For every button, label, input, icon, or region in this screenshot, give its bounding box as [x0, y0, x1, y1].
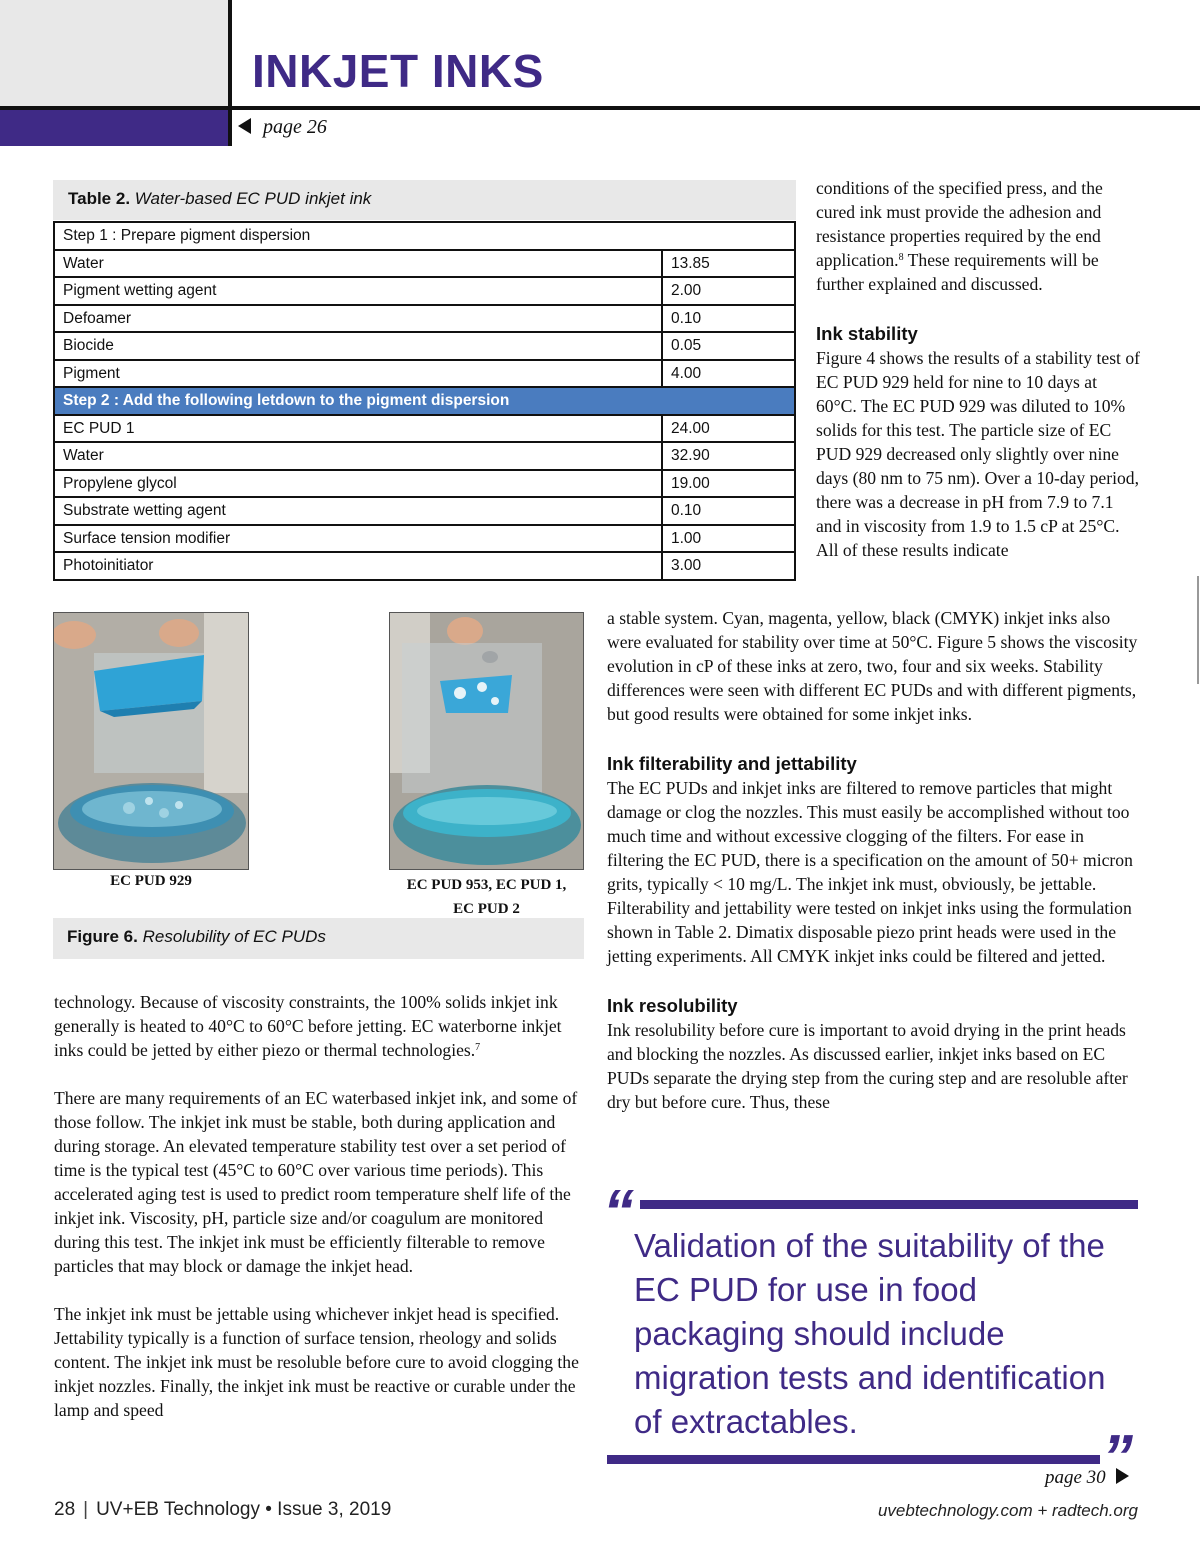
header-grey-block — [0, 0, 228, 108]
table-cell-name: Photoinitiator — [54, 552, 662, 580]
table-cell-name: Propylene glycol — [54, 470, 662, 498]
table-cell-value: 13.85 — [662, 250, 795, 278]
table-cell-name: Defoamer — [54, 305, 662, 333]
body-paragraph: a stable system. Cyan, magenta, yellow, black (CMYK) inkjet inks also were evaluated for stability over time at 50°C. Figure 5 shows the viscosity evolution in cP of these inks at zero, two, four and six weeks. Stability differences were seen with different EC PUDs and with different pigments, but good results were obtained for some inkjet inks. — [607, 608, 1138, 724]
body-paragraph — [54, 990, 584, 1062]
continued-from-link[interactable] — [238, 116, 327, 139]
figure-caption — [53, 918, 584, 959]
table-cell-value: 3.00 — [662, 552, 795, 580]
table-cell-value: 19.00 — [662, 470, 795, 498]
footer-publication — [54, 1499, 391, 1521]
body-paragraph: Ink resolubility before cure is important to avoid drying in the print heads and blocking the nozzles. As discussed earlier, inkjet inks based on EC PUDs separate the drying step from the curing step and are resoluble after dry but before cure. Thus, these — [607, 1020, 1128, 1112]
table-cell-value: 32.90 — [662, 442, 795, 470]
table-cell-name: Pigment — [54, 360, 662, 388]
table-cell-name: Biocide — [54, 332, 662, 360]
pull-quote-top-rule — [640, 1200, 1138, 1209]
table-row — [54, 497, 795, 525]
header-purple-block — [0, 110, 228, 146]
photo2-label-line1: EC PUD 953, EC PUD 1, — [406, 877, 567, 893]
ink-formulation-table — [53, 221, 796, 581]
left-column-text — [54, 990, 584, 1422]
body-paragraph: The inkjet ink must be jettable using whichever inkjet head is specified. Jettability typically is a function of surface tension, rheology and solids content. The inkjet ink must be resoluble before cure to avoid clogging the inkjet nozzles. Finally, the inkjet ink must be reactive or curable under the lamp and speed — [54, 1304, 579, 1420]
table-row — [54, 332, 795, 360]
table-step-row — [54, 222, 795, 250]
section-heading-stability: Ink stability — [816, 323, 918, 344]
body-paragraph — [816, 176, 1140, 296]
page-number: 28 — [54, 1499, 76, 1520]
table-row — [54, 250, 795, 278]
right-column-main — [607, 606, 1143, 1114]
header-rule — [0, 106, 1200, 110]
table-row — [54, 305, 795, 333]
beaker-dissolving-film-illustration — [54, 613, 249, 870]
table-cell-value: 4.00 — [662, 360, 795, 388]
table-cell-value: 24.00 — [662, 415, 795, 443]
table-cell-name: Water — [54, 442, 662, 470]
table-row — [54, 552, 795, 580]
body-paragraph: Figure 4 shows the results of a stability test of EC PUD 929 held for nine to 10 days at 60°C. The EC PUD 929 was diluted to 10% solids for this test. The particle size of EC PUD 929 decreased only slightly over nine days (80 nm to 75 nm). Over a 10-day period, there was a decrease in pH from 7.9 to 7.1 and in viscosity from 1.9 to 1.5 cP at 25°C. All of these results indicate — [816, 348, 1140, 560]
table-cell-value: 0.05 — [662, 332, 795, 360]
table-cell-name: Water — [54, 250, 662, 278]
table-cell-value: 2.00 — [662, 277, 795, 305]
figure-caption-number: Figure 6. — [67, 927, 138, 946]
paragraph-text: conditions of the specified press, and the cured ink must provide the adhesion and resistance properties required by the end application. — [816, 178, 1103, 270]
paragraph-text: These requirements will be further explained and discussed. — [816, 250, 1099, 294]
pull-quote-bottom-rule — [607, 1455, 1100, 1464]
table-cell-name: Surface tension modifier — [54, 525, 662, 553]
close-quote-icon: ” — [1102, 1423, 1133, 1492]
table-row — [54, 442, 795, 470]
triangle-left-icon — [238, 118, 251, 134]
footer-websites[interactable]: uvebtechnology.com + radtech.org — [877, 1501, 1138, 1520]
table-step-row — [54, 387, 795, 415]
footnote-ref: 8 — [898, 252, 904, 263]
body-paragraph: The EC PUDs and inkjet inks are filtered to remove particles that might damage or clog the nozzles. This must easily be accomplished without too much time and without excessive clogging of the filters. For ease in filtering the EC PUD, there is a specification on the amount of 50+ micron grits, typically < 10 mg/L. The inkjet ink must, obviously, be jettable. Filterability and jettability were tested on inkjet inks using the formulation shown in Table 2. Dimatix disposable piezo print heads were used in the jetting experiments. All CMYK inkjet inks could be filtered and jetted. — [607, 778, 1133, 966]
table-caption — [53, 180, 796, 220]
table-row — [54, 415, 795, 443]
body-paragraph: There are many requirements of an EC waterbased inkjet ink, and some of those follow. The inkjet ink must be stable, both during application and during storage. An elevated temperature stability test over a set period of time is the typical test (45°C to 60°C over various time periods). This accelerated aging test is used to predict room temperature shelf life of the inkjet ink. Viscosity, pH, particle size and/or coagulum are monitored during this test. The inkjet ink must be efficiently filterable to remove particles that may block or damage the inkjet head. — [54, 1088, 578, 1276]
table-caption-text: Water-based EC PUD inkjet ink — [134, 189, 372, 208]
continued-from-label: page 26 — [263, 116, 327, 138]
page-title: INKJET INKS — [252, 45, 544, 97]
open-quote-icon: “ — [603, 1178, 634, 1247]
table-cell-value: 0.10 — [662, 497, 795, 525]
header-divider — [228, 0, 232, 146]
figure-caption-text: Resolubility of EC PUDs — [142, 927, 326, 946]
table-cell-name: Pigment wetting agent — [54, 277, 662, 305]
paragraph-text: technology. Because of viscosity constraints, the 100% solids inkjet ink generally is heated to 40°C to 60°C before jetting. EC waterborne inkjet inks could be jetted by either piezo or thermal technologies. — [54, 992, 562, 1060]
table-cell-value: 1.00 — [662, 525, 795, 553]
table-row — [54, 360, 795, 388]
photo-ec-pud-929 — [53, 612, 249, 870]
table-row — [54, 277, 795, 305]
footer-separator: | — [83, 1499, 89, 1520]
continued-on-label: page 30 — [1045, 1467, 1106, 1488]
section-heading-resolubility: Ink resolubility — [607, 995, 738, 1016]
pull-quote-text: Validation of the suitability of the EC PUD for use in food packaging should include migration tests and identification of extractables. — [634, 1227, 1106, 1440]
table-cell-name: EC PUD 1 — [54, 415, 662, 443]
triangle-right-icon — [1116, 1468, 1129, 1484]
photo1-label: EC PUD 929 — [110, 873, 192, 889]
table-step1-cell: Step 1 : Prepare pigment dispersion — [54, 222, 795, 250]
table-row — [54, 470, 795, 498]
publication-name: UV+EB Technology • Issue 3, 2019 — [96, 1499, 392, 1520]
section-heading-filterability: Ink filterability and jettability — [607, 753, 857, 774]
photo2-label-line2: EC PUD 2 — [453, 901, 520, 917]
table-step2-cell: Step 2 : Add the following letdown to the pigment dispersion — [54, 387, 795, 415]
photo-ec-pud-953 — [389, 612, 584, 870]
photo2-label — [389, 873, 584, 921]
table-cell-name: Substrate wetting agent — [54, 497, 662, 525]
table-caption-number: Table 2. — [68, 189, 131, 208]
table-row — [54, 525, 795, 553]
right-column-top — [816, 176, 1140, 562]
footnote-ref: 7 — [475, 1042, 481, 1053]
page-edge-line — [1197, 576, 1199, 684]
table-cell-value: 0.10 — [662, 305, 795, 333]
beaker-dissolved-film-illustration — [390, 613, 584, 870]
continued-on-link[interactable] — [1045, 1467, 1129, 1489]
